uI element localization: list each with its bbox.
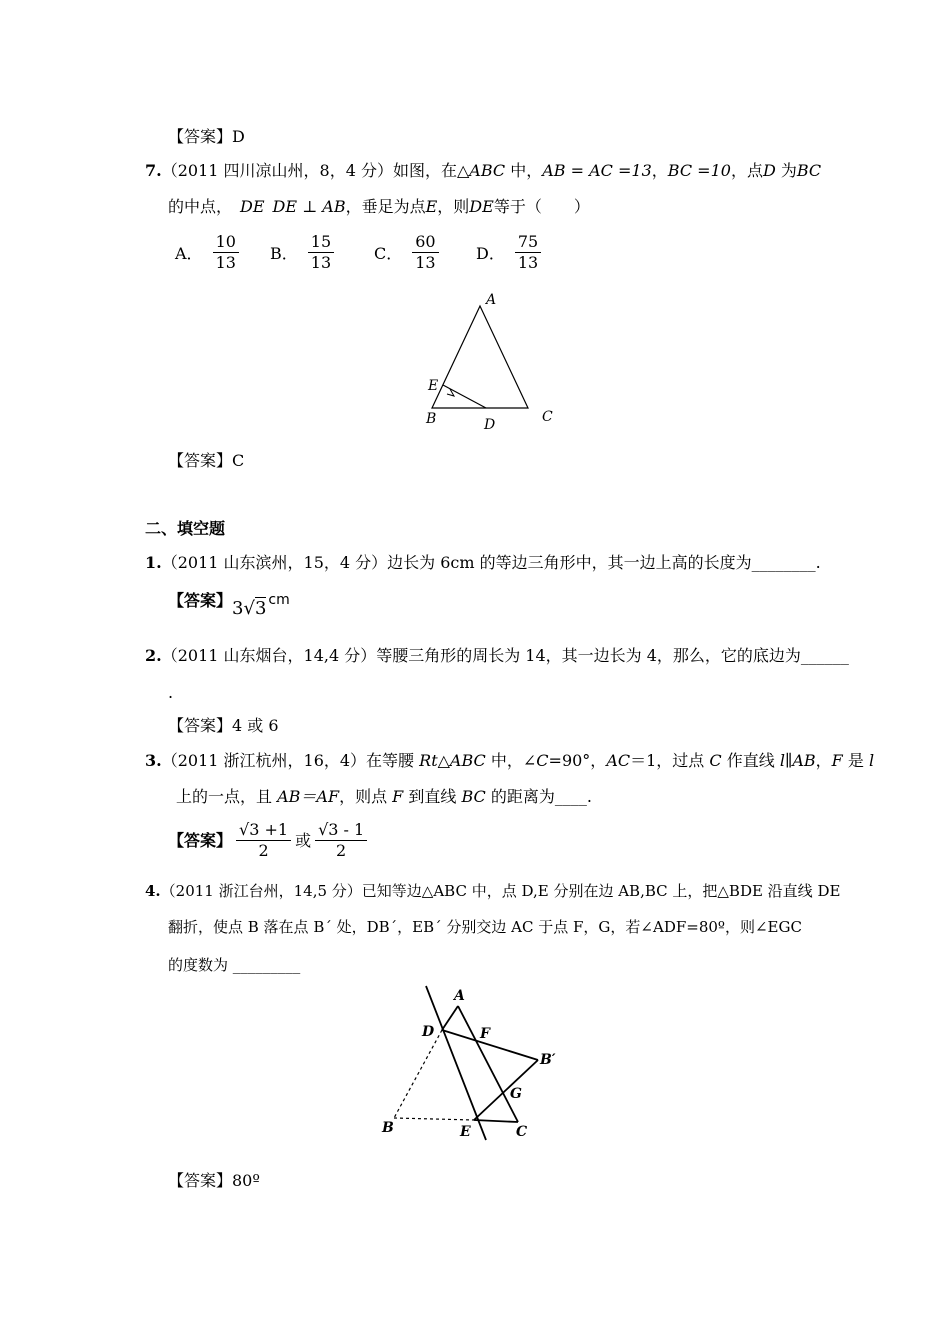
triangle-abc <box>432 306 528 408</box>
label-g: G <box>510 1086 522 1102</box>
option-label: B． <box>270 244 298 263</box>
f3-text: 上的一点，且 <box>176 787 278 806</box>
answer-fraction-1 <box>236 820 291 861</box>
f3-l: l <box>779 751 785 770</box>
segment-ec <box>474 1120 518 1122</box>
f3-c: C <box>536 751 549 770</box>
f2-answer: 【答案】4 或 6 <box>168 716 279 735</box>
numerator: √3 - 1 <box>315 820 367 841</box>
f3-ab: AB <box>792 751 816 770</box>
q7-option-c <box>374 232 443 273</box>
q7-eq1: AB = AC =13 <box>542 161 652 180</box>
q7-number: 7. <box>145 161 162 180</box>
q7-option-b <box>270 232 338 273</box>
f1-text: （2011 山东滨州，15，4 分）边长为 6cm 的等边三角形中，其一边上高的长度为________. <box>161 553 821 572</box>
label-e: E <box>428 378 439 394</box>
denominator: 2 <box>336 841 347 860</box>
numerator: 75 <box>515 232 541 253</box>
label-c: C <box>516 1124 528 1140</box>
q7-text: 的中点， <box>168 197 233 216</box>
f3-text: ＝1，过点 <box>630 751 710 770</box>
denominator: 13 <box>310 253 332 272</box>
dashed-be <box>394 1118 474 1120</box>
f3-l: l <box>868 751 875 770</box>
f3-line1 <box>145 750 874 772</box>
f3-f: F <box>831 751 843 770</box>
f3-text: 的距离为____. <box>485 787 592 806</box>
q7-d: D <box>762 161 776 180</box>
dashed-db <box>394 1030 442 1118</box>
segment-db-prime <box>442 1030 538 1060</box>
answer-label: 【答案】 <box>168 830 233 850</box>
q7-line1 <box>145 160 821 182</box>
label-a: A <box>486 292 497 308</box>
answer-coefficient: 3 <box>232 598 244 619</box>
f3-rt: Rt△ABC <box>419 751 486 770</box>
option-fraction <box>515 232 541 273</box>
q7-de: DE <box>240 197 265 216</box>
label-d: D <box>422 1024 435 1040</box>
radical-sign: √ <box>243 598 255 619</box>
f3-number: 3. <box>145 751 162 770</box>
label-c: C <box>542 409 553 425</box>
f2-question <box>145 645 849 667</box>
q7-text: ，点 <box>730 161 763 180</box>
label-f: F <box>480 1026 490 1042</box>
label-b: B <box>382 1120 394 1136</box>
f2-number: 2. <box>145 646 162 665</box>
q7-text: ，垂足为点 <box>345 197 426 216</box>
f3-text: （2011 浙江杭州，16，4）在等腰 <box>161 751 420 770</box>
section-title: 二、填空题 <box>145 519 226 538</box>
f3-f: F <box>392 787 404 806</box>
answer-fraction-2 <box>315 820 367 861</box>
f1-number: 1. <box>145 553 162 572</box>
or-text: 或 <box>295 830 312 850</box>
denominator: 13 <box>215 253 236 272</box>
q7-answer: 【答案】C <box>168 451 245 470</box>
q7-bc: BC <box>796 161 822 180</box>
f3-text: ， <box>815 751 832 770</box>
f4-line1 <box>145 880 840 902</box>
f1-question <box>145 552 821 574</box>
f2-text: （2011 山东烟台，14,4 分）等腰三角形的周长为 14，其一边长为 4，那么，它的底边为______ <box>161 646 849 665</box>
q7-option-a <box>175 232 243 273</box>
side-ac <box>458 1006 518 1122</box>
answer-unit: cm <box>268 592 290 608</box>
option-fraction <box>308 232 334 273</box>
option-label: A． <box>175 244 203 263</box>
f4-line3: 的度数为 _________ <box>168 956 301 974</box>
option-fraction <box>412 232 438 273</box>
q7-eq2: BC =10 <box>667 161 731 180</box>
answer-label: 【答案】 <box>168 591 233 610</box>
segment-eb-prime <box>474 1060 538 1120</box>
f3-line2 <box>176 786 592 808</box>
f3-text: 到直线 <box>403 787 462 806</box>
denominator: 2 <box>258 841 269 860</box>
f1-answer <box>168 590 290 619</box>
q7-text: （2011 四川凉山州，8，4 分）如图，在△ <box>161 161 470 180</box>
f4-answer: 【答案】80º <box>168 1171 260 1190</box>
numerator: 60 <box>412 232 438 253</box>
f4-line2: 翻折，使点 B 落在点 B´ 处，DB´，EB´ 分别交边 AC 于点 F，G，若∠ADF=80º，则∠EGC <box>168 918 802 936</box>
f3-ac: AC <box>606 751 631 770</box>
label-b: B <box>426 411 437 427</box>
f4-text: （2011 浙江台州，14,5 分）已知等边△ABC 中，点 D,E 分别在边 AB,BC 上，把△BDE 沿直线 DE <box>160 882 841 900</box>
radicand: 3 <box>254 598 267 619</box>
f4-fold-figure <box>378 984 558 1144</box>
f3-bc: BC <box>461 787 486 806</box>
denominator: 13 <box>415 253 436 272</box>
answer-d: 【答案】D <box>168 127 245 146</box>
q7-de: DE <box>469 197 494 216</box>
f2-cont: . <box>168 683 174 702</box>
denominator: 13 <box>517 253 539 272</box>
q7-line2 <box>168 196 590 218</box>
f3-text: 是 <box>842 751 869 770</box>
numerator: √3 +1 <box>236 820 291 841</box>
f3-text: 作直线 <box>721 751 780 770</box>
q7-text: ， <box>651 161 668 180</box>
option-label: C． <box>374 244 403 263</box>
segment-de <box>443 385 486 408</box>
f3-text: 中，∠ <box>485 751 537 770</box>
q7-text: 等于（ ） <box>493 197 590 216</box>
q7-option-d <box>476 232 545 273</box>
numerator: 10 <box>213 232 239 253</box>
q7-de-perp: DE ⊥ AB <box>272 197 346 216</box>
option-label: D． <box>476 244 505 263</box>
f3-text: ，则点 <box>339 787 393 806</box>
label-d: D <box>484 417 496 433</box>
numerator: 15 <box>308 232 334 253</box>
q7-text: 为 <box>775 161 797 180</box>
option-fraction <box>213 232 239 273</box>
q7-text: ，则 <box>437 197 470 216</box>
q7-triangle-figure <box>420 286 570 436</box>
label-e: E <box>460 1124 471 1140</box>
q7-text: 中， <box>505 161 543 180</box>
label-b-prime: B′ <box>540 1052 556 1068</box>
side-da <box>442 1006 458 1030</box>
q7-e: E <box>425 197 438 216</box>
q7-abc: ABC <box>469 161 506 180</box>
label-a: A <box>454 988 465 1004</box>
parallel-symbol: ∥ <box>784 751 793 770</box>
f3-c: C <box>709 751 722 770</box>
f4-number: 4. <box>145 882 161 900</box>
f3-ab-af: AB＝AF <box>277 787 340 806</box>
f3-answer <box>168 820 371 861</box>
f3-text: =90°， <box>548 751 607 770</box>
